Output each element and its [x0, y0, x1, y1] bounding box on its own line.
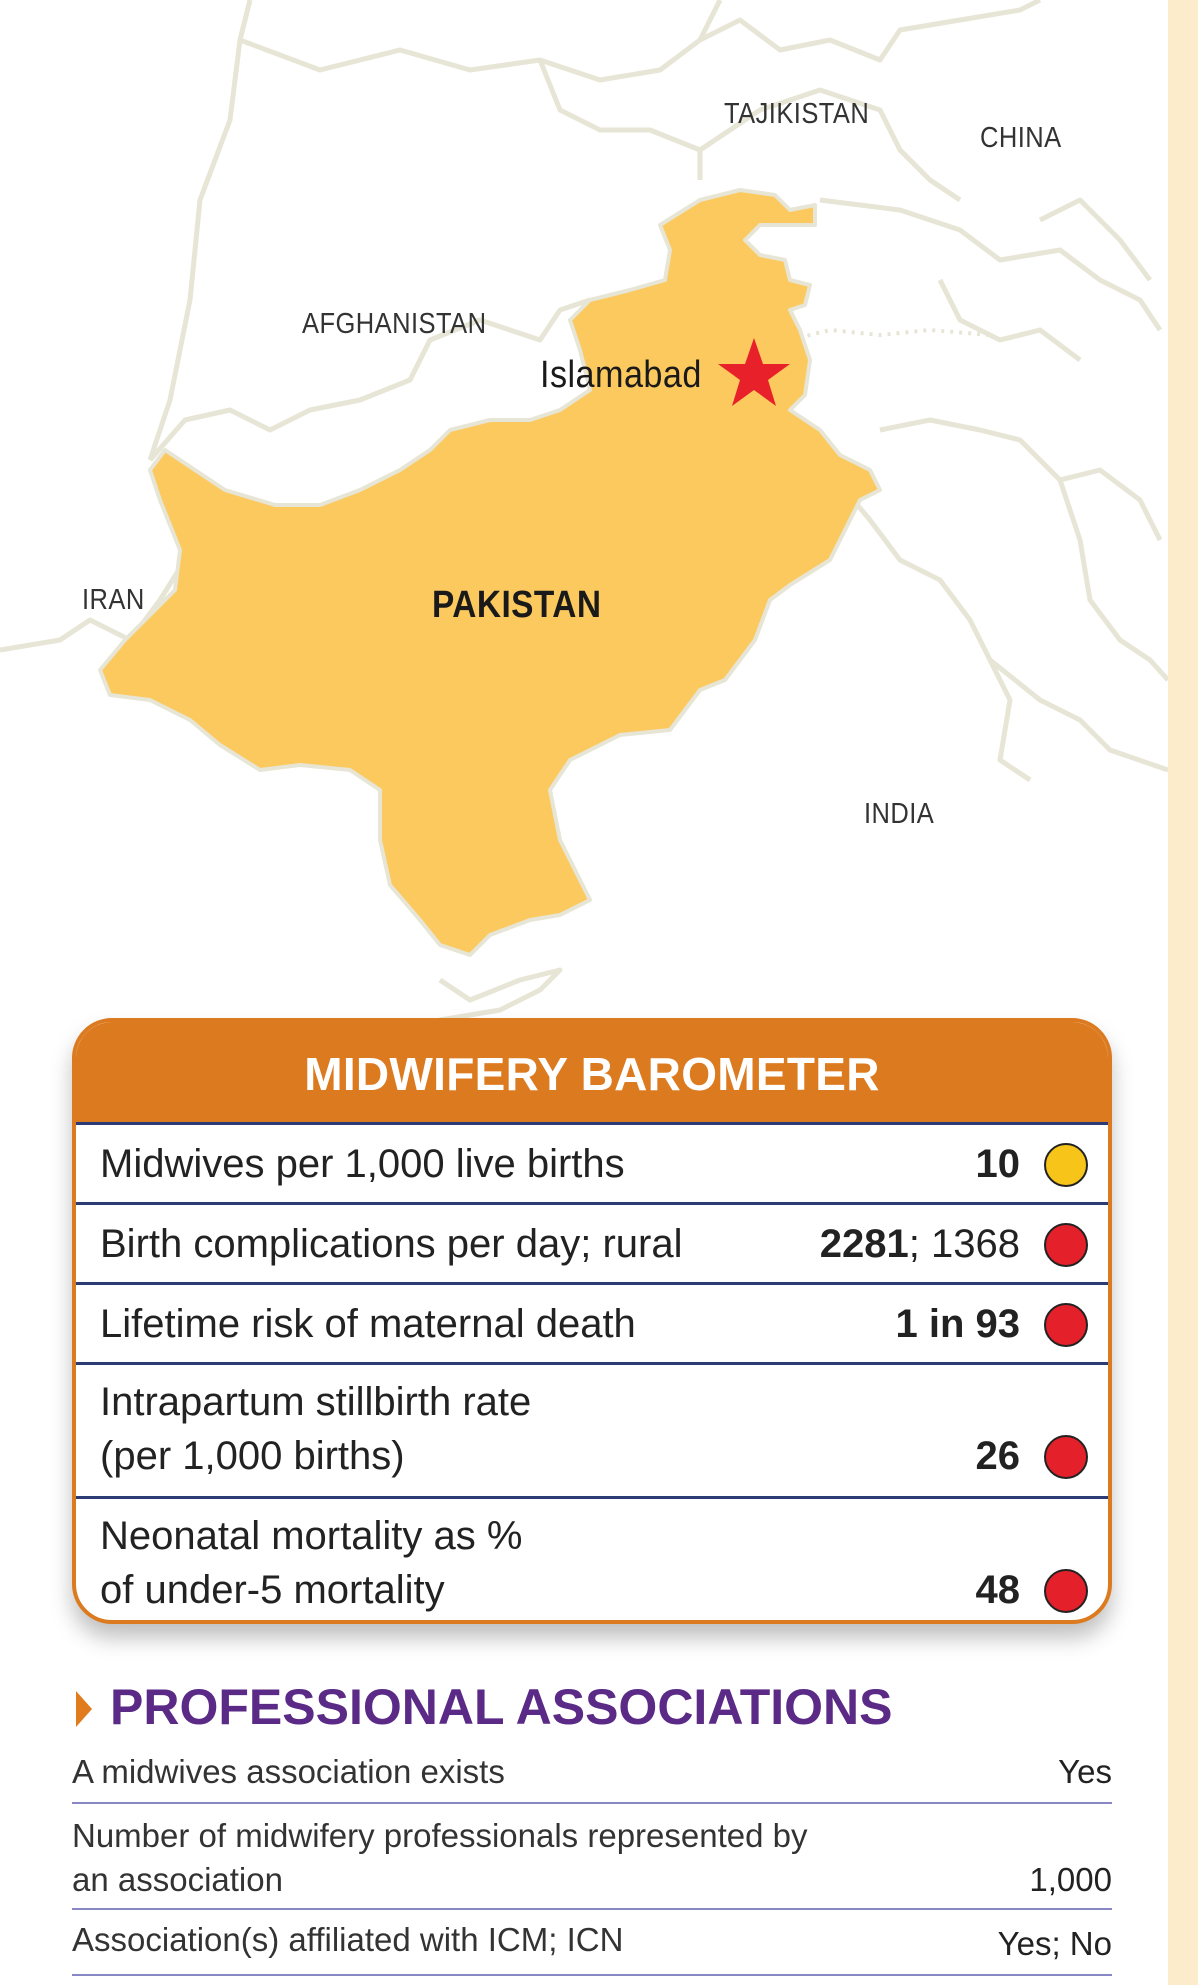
label-pakistan: PAKISTAN	[432, 584, 602, 626]
association-row-label: Association(s) affiliated with ICM; ICN	[72, 1921, 624, 1958]
barometer-row-value	[895, 1297, 1020, 1351]
barometer-row-stillbirth	[76, 1362, 1108, 1496]
barometer-row-neonatal	[76, 1496, 1108, 1624]
status-dot-red	[1044, 1569, 1088, 1613]
association-row-number	[72, 1804, 1112, 1910]
association-row-value: Yes; No	[997, 1925, 1112, 1962]
pakistan-shape	[100, 190, 880, 955]
association-row-label-line1: Number of midwifery professionals represented by	[72, 1817, 808, 1854]
barometer-row-label: Lifetime risk of maternal death	[100, 1302, 636, 1346]
barometer-row-value	[976, 1563, 1021, 1617]
label-india: INDIA	[864, 798, 935, 830]
barometer-row-complications	[76, 1202, 1108, 1282]
barometer-row-label: Midwives per 1,000 live births	[100, 1142, 625, 1186]
barometer-row-value	[976, 1429, 1021, 1483]
barometer-row-label: Birth complications per day; rural	[100, 1222, 683, 1266]
label-china: CHINA	[980, 122, 1062, 154]
barometer-row-label-line2: (per 1,000 births)	[100, 1434, 405, 1478]
side-strip	[1168, 0, 1198, 1985]
status-dot-red	[1044, 1303, 1088, 1347]
barometer-title: MIDWIFERY BAROMETER	[76, 1022, 1108, 1122]
status-dot-yellow	[1044, 1143, 1088, 1187]
barometer-row-value	[820, 1217, 1020, 1271]
professional-associations-title: PROFESSIONAL ASSOCIATIONS	[110, 1679, 893, 1735]
label-iran: IRAN	[82, 584, 145, 616]
barometer-row-label-line2: of under-5 mortality	[100, 1568, 445, 1612]
section-arrow-icon	[76, 1691, 92, 1727]
label-capital: Islamabad	[540, 354, 702, 396]
barometer-row-midwives	[76, 1122, 1108, 1202]
label-afghanistan: AFGHANISTAN	[302, 308, 487, 340]
barometer-row-label-line1: Neonatal mortality as %	[100, 1514, 523, 1558]
association-row-label: A midwives association exists	[72, 1753, 505, 1790]
value-bold: 10	[975, 1142, 1020, 1186]
barometer-row-maternal-death	[76, 1282, 1108, 1362]
label-tajikistan: TAJIKISTAN	[724, 98, 870, 130]
value-bold: 26	[975, 1434, 1020, 1478]
association-row-label-line2: an association	[72, 1861, 283, 1898]
association-row-exists	[72, 1744, 1112, 1804]
association-row-value: Yes	[1058, 1753, 1112, 1790]
value-bold: 48	[975, 1568, 1020, 1612]
barometer-row-value	[976, 1137, 1021, 1191]
status-dot-red	[1044, 1435, 1088, 1479]
value-rest: ; 1368	[908, 1222, 1020, 1266]
value-bold: 1 in 93	[895, 1302, 1020, 1346]
association-row-value: 1,000	[1029, 1861, 1112, 1898]
midwifery-barometer	[72, 1018, 1112, 1624]
status-dot-red	[1044, 1223, 1088, 1267]
barometer-row-label-line1: Intrapartum stillbirth rate	[100, 1380, 532, 1424]
association-row-affiliation	[72, 1910, 1112, 1976]
disputed-border	[790, 330, 990, 340]
value-bold: 2281	[819, 1222, 909, 1266]
